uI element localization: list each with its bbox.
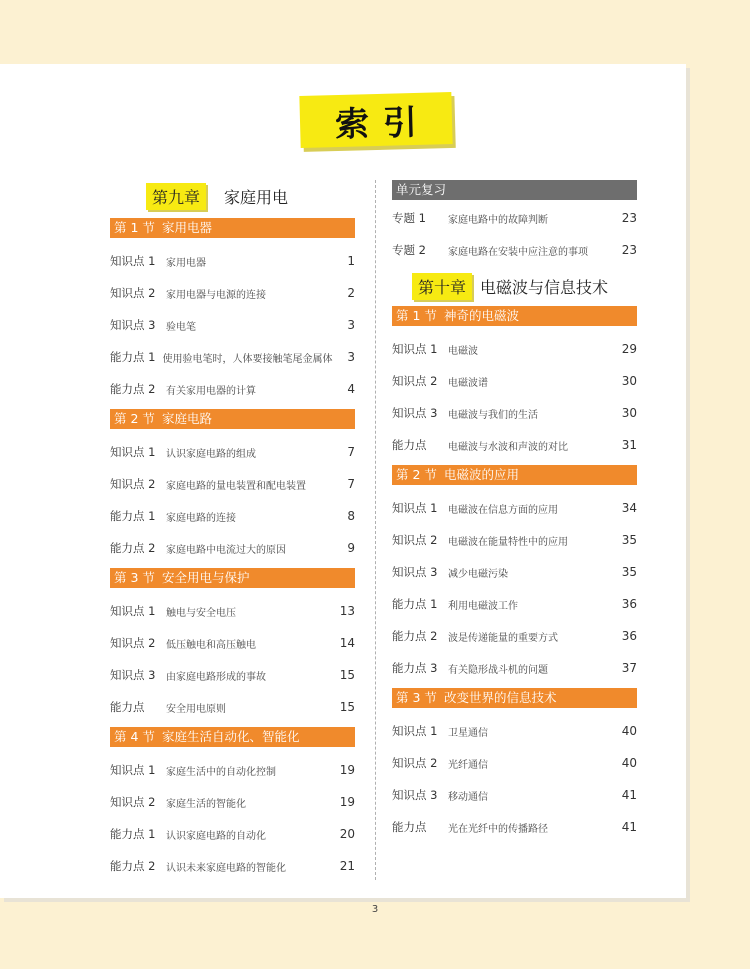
index-entry	[392, 234, 637, 266]
section-number: 第 1 节	[396, 308, 437, 323]
entry-label: 知识点 1	[110, 763, 156, 777]
entry-label: 知识点 2	[110, 795, 156, 809]
entry-label: 能力点 3	[392, 661, 438, 675]
entry-page: 7	[347, 445, 355, 459]
entry-label: 能力点	[392, 438, 427, 452]
entry-page: 41	[621, 788, 637, 802]
entry-text: 电磁波	[448, 345, 478, 357]
entry-label: 能力点	[392, 820, 427, 834]
entry-page: 34	[621, 501, 637, 515]
index-entry	[392, 365, 637, 397]
entry-label: 知识点 2	[392, 374, 438, 388]
section-header	[392, 465, 637, 485]
entry-label: 知识点 2	[392, 533, 438, 547]
entry-label: 能力点 2	[110, 382, 156, 396]
section-header	[392, 688, 637, 708]
index-entry	[110, 277, 355, 309]
section-header	[110, 727, 355, 747]
section-header	[110, 568, 355, 588]
entry-text: 光在光纤中的传播路径	[448, 823, 548, 835]
entry-page: 15	[339, 668, 355, 682]
entry-text: 光纤通信	[448, 759, 488, 771]
entry-page: 36	[621, 629, 637, 643]
entry-text: 家用电器	[166, 257, 206, 269]
index-title-tag	[299, 92, 452, 148]
index-entry	[392, 397, 637, 429]
chapter-title: 家庭用电	[224, 187, 289, 207]
chapter-label: 第九章	[146, 183, 206, 210]
entry-label: 能力点 1	[110, 350, 156, 364]
entry-page: 23	[621, 211, 637, 225]
entry-page: 29	[621, 342, 637, 356]
entry-label: 知识点 1	[110, 445, 156, 459]
entry-label: 知识点 1	[392, 342, 438, 356]
entry-text: 移动通信	[448, 791, 488, 803]
entry-label: 知识点 1	[110, 254, 156, 268]
entry-text: 有关家用电器的计算	[166, 385, 256, 397]
entry-label: 知识点 2	[110, 286, 156, 300]
index-entry	[392, 556, 637, 588]
entry-page: 23	[621, 243, 637, 257]
entry-label: 能力点 1	[392, 597, 438, 611]
index-entry	[392, 715, 637, 747]
entry-text: 电磁波在能量特性中的应用	[448, 536, 568, 548]
entry-page: 13	[339, 604, 355, 618]
entry-text: 卫星通信	[448, 727, 488, 739]
section-number: 第 2 节	[114, 411, 155, 426]
chapter-label: 第十章	[412, 273, 472, 300]
section-number: 第 4 节	[114, 729, 155, 744]
entry-text: 安全用电原则	[166, 703, 226, 715]
entry-page: 35	[621, 533, 637, 547]
column-divider	[375, 180, 376, 880]
page-number: 3	[371, 904, 379, 915]
entry-page: 41	[621, 820, 637, 834]
entry-label: 能力点 2	[110, 541, 156, 555]
entry-label: 知识点 2	[110, 636, 156, 650]
entry-label: 知识点 3	[392, 565, 438, 579]
entry-page: 9	[347, 541, 355, 555]
entry-text: 家庭生活的智能化	[166, 798, 246, 810]
entry-text: 波是传递能量的重要方式	[448, 632, 558, 644]
entry-label: 专题 1	[392, 211, 426, 225]
entry-text: 有关隐形战斗机的问题	[448, 664, 548, 676]
entry-text: 家庭电路的连接	[166, 512, 236, 524]
index-entry	[110, 436, 355, 468]
entry-label: 能力点	[110, 700, 145, 714]
section-number: 第 3 节	[396, 690, 437, 705]
section-number: 第 2 节	[396, 467, 437, 482]
entry-page: 35	[621, 565, 637, 579]
entry-label: 能力点 2	[110, 859, 156, 873]
index-entry	[110, 245, 355, 277]
entry-text: 电磁波与我们的生活	[448, 409, 538, 421]
index-entry	[110, 786, 355, 818]
entry-text: 验电笔	[166, 321, 196, 333]
index-entry	[110, 659, 355, 691]
entry-label: 知识点 3	[392, 406, 438, 420]
index-entry	[110, 500, 355, 532]
entry-text: 家庭电路的量电装置和配电装置	[166, 480, 306, 492]
section-title: 电磁波的应用	[444, 467, 520, 482]
page-title: 索引	[334, 102, 432, 145]
entry-text: 家用电器与电源的连接	[166, 289, 266, 301]
index-entry	[392, 429, 637, 461]
index-entry	[392, 333, 637, 365]
entry-text: 减少电磁污染	[448, 568, 508, 580]
entry-text: 使用验电笔时，人体要接触笔尾金属体	[162, 353, 333, 365]
entry-label: 知识点 2	[110, 477, 156, 491]
unit-review-header	[392, 180, 637, 200]
index-entry	[392, 747, 637, 779]
entry-text: 家庭电路中的故障判断	[448, 214, 548, 226]
section-title: 家用电器	[162, 220, 213, 235]
index-entry	[110, 532, 355, 564]
index-entry	[110, 373, 355, 405]
section-header	[392, 306, 637, 326]
entry-label: 能力点 2	[392, 629, 438, 643]
entry-page: 36	[621, 597, 637, 611]
index-entry	[110, 341, 355, 373]
section-title: 改变世界的信息技术	[444, 690, 557, 705]
entry-text: 触电与安全电压	[166, 607, 236, 619]
entry-page: 3	[347, 350, 355, 364]
entry-page: 1	[347, 254, 355, 268]
entry-label: 知识点 3	[110, 668, 156, 682]
entry-text: 家庭电路在安装中应注意的事项	[448, 246, 588, 258]
chapter-10-heading	[412, 270, 637, 302]
chapter-title: 电磁波与信息技术	[480, 277, 609, 297]
index-entry	[110, 595, 355, 627]
index-entry	[392, 779, 637, 811]
unit-review-title: 单元复习	[396, 182, 447, 197]
index-entry	[392, 202, 637, 234]
entry-page: 7	[347, 477, 355, 491]
entry-text: 认识未来家庭电路的智能化	[166, 862, 286, 874]
index-entry	[110, 754, 355, 786]
chapter-9-heading	[146, 180, 355, 212]
entry-label: 能力点 1	[110, 509, 156, 523]
index-entry	[392, 652, 637, 684]
entry-page: 15	[339, 700, 355, 714]
index-entry	[110, 468, 355, 500]
entry-label: 知识点 1	[392, 501, 438, 515]
entry-text: 利用电磁波工作	[448, 600, 518, 612]
entry-page: 14	[339, 636, 355, 650]
entry-page: 30	[621, 406, 637, 420]
entry-text: 家庭生活中的自动化控制	[166, 766, 276, 778]
entry-text: 电磁波与水波和声波的对比	[448, 441, 568, 453]
index-entry	[110, 818, 355, 850]
right-sections	[392, 306, 637, 843]
entry-text: 由家庭电路形成的事故	[166, 671, 266, 683]
review-items	[392, 202, 637, 266]
entry-label: 能力点 1	[110, 827, 156, 841]
entry-page: 4	[347, 382, 355, 396]
entry-text: 电磁波在信息方面的应用	[448, 504, 558, 516]
left-sections	[110, 218, 355, 882]
index-entry	[110, 627, 355, 659]
left-column	[110, 180, 355, 882]
entry-text: 家庭电路中电流过大的原因	[166, 544, 286, 556]
section-title: 家庭生活自动化、智能化	[162, 729, 300, 744]
index-entry	[392, 811, 637, 843]
entry-label: 专题 2	[392, 243, 426, 257]
index-entry	[392, 492, 637, 524]
entry-text: 低压触电和高压触电	[166, 639, 256, 651]
entry-page: 19	[339, 795, 355, 809]
section-title: 神奇的电磁波	[444, 308, 520, 323]
index-entry	[392, 524, 637, 556]
entry-label: 知识点 3	[392, 788, 438, 802]
entry-label: 知识点 2	[392, 756, 438, 770]
index-entry	[110, 691, 355, 723]
entry-label: 知识点 3	[110, 318, 156, 332]
index-entry	[110, 309, 355, 341]
entry-label: 知识点 1	[110, 604, 156, 618]
section-title: 安全用电与保护	[162, 570, 250, 585]
entry-page: 31	[621, 438, 637, 452]
entry-text: 认识家庭电路的组成	[166, 448, 256, 460]
entry-page: 30	[621, 374, 637, 388]
entry-page: 40	[621, 756, 637, 770]
entry-page: 40	[621, 724, 637, 738]
entry-page: 8	[347, 509, 355, 523]
entry-text: 认识家庭电路的自动化	[166, 830, 266, 842]
index-page	[0, 64, 686, 898]
right-column	[392, 180, 637, 843]
entry-label: 知识点 1	[392, 724, 438, 738]
entry-page: 19	[339, 763, 355, 777]
index-entry	[110, 850, 355, 882]
entry-page: 21	[339, 859, 355, 873]
entry-text: 电磁波谱	[448, 377, 488, 389]
index-entry	[392, 588, 637, 620]
entry-page: 3	[347, 318, 355, 332]
entry-page: 2	[347, 286, 355, 300]
section-header	[110, 218, 355, 238]
entry-page: 37	[621, 661, 637, 675]
section-number: 第 1 节	[114, 220, 155, 235]
section-number: 第 3 节	[114, 570, 155, 585]
section-header	[110, 409, 355, 429]
index-entry	[392, 620, 637, 652]
entry-page: 20	[339, 827, 355, 841]
section-title: 家庭电路	[162, 411, 213, 426]
